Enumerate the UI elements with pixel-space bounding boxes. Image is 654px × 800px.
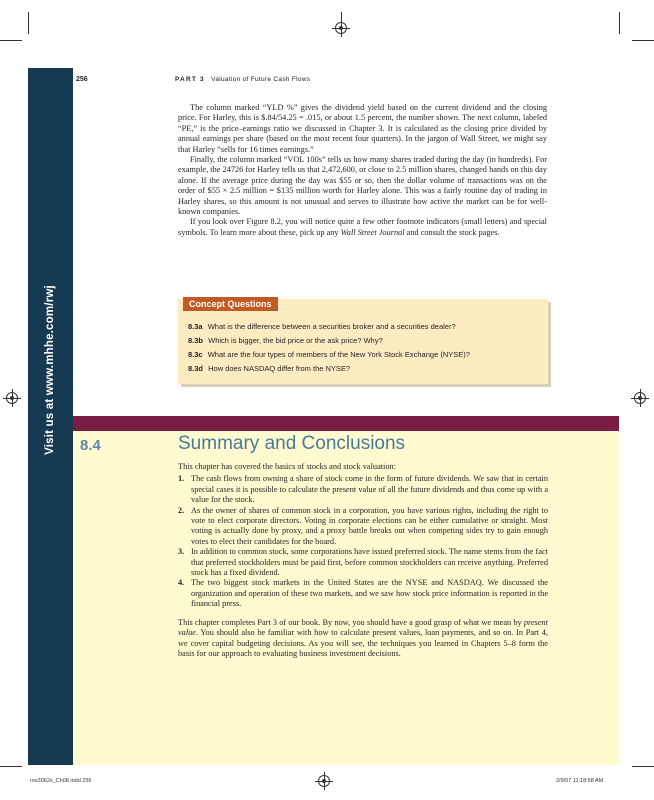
list-item xyxy=(178,506,548,548)
question-text: What are the four types of members of the New York Stock Exchange (NYSE)? xyxy=(207,350,470,359)
print-timestamp: 2/9/07 11:18:58 AM xyxy=(556,778,604,784)
concept-question xyxy=(188,336,383,345)
running-header xyxy=(175,76,310,83)
summary-closing xyxy=(178,618,548,660)
concept-question xyxy=(188,364,350,373)
summary-intro: This chapter has covered the basics of stocks and stock valuation: xyxy=(178,462,396,471)
registration-mark-icon xyxy=(6,392,18,404)
section-number: 8.4 xyxy=(80,437,101,454)
paragraph: Finally, the column marked “VOL 100s” tells us how many shares traded during the day (in hundreds). For example, the 24726 for Harley tells us that 2,472,600, or close to 2.5 million shares, changed hands on this day alone. If the average price during the day was $55 or so, then the dollar volume of transactions was on the order of $55 × 2.5 million = $135 million worth for Harley alone. This was a fairly routine day of trading in Harley shares, so this amount is not unusual and serves to illustrate how active the market can be for well-known companies. xyxy=(178,155,547,217)
crop-mark xyxy=(0,766,22,767)
file-slug: ros3062x_Ch08.indd 256 xyxy=(30,778,92,784)
paragraph: The column marked “YLD %” gives the dividend yield based on the current dividend and the closing price. For Harley, this is $.84/54.25 = .015, or about 1.5 percent, the number shown. The next column, labeled “PE,” is the price–earnings ratio we discussed in Chapter 3. It is calculated as the closing price divided by annual earnings per share (based on the most recent four quarters). In the jargon of Wall Street, we might say that Harley “sells for 16 times earnings.” xyxy=(178,103,547,154)
crop-mark xyxy=(632,766,654,767)
text-run: and consult the stock pages. xyxy=(404,227,500,237)
crop-mark xyxy=(619,12,620,34)
concept-question xyxy=(188,350,470,359)
summary-text xyxy=(178,462,548,659)
paragraph xyxy=(178,217,547,238)
crop-mark xyxy=(0,40,22,41)
registration-mark-icon xyxy=(634,392,646,404)
registration-mark-icon xyxy=(335,22,347,34)
text-run: This chapter completes Part 3 of our book. By now, you should have a good grasp of what we mean by xyxy=(178,617,524,627)
body-text xyxy=(178,103,547,238)
list-item xyxy=(178,474,548,505)
part-title: Valuation of Future Cash Flows xyxy=(211,76,311,83)
list-text: In addition to common stock, some corporations have issued preferred stock. The name stems from the fact that preferred stockholders must be paid first, before common stockholders can receive anything. Preferred stock has a fixed dividend. xyxy=(191,547,548,578)
journal-title: Wall Street Journal xyxy=(340,227,405,237)
question-text: What is the difference between a securities broker and a securities dealer? xyxy=(207,322,456,331)
page-number: 256 xyxy=(76,76,88,83)
section-divider-bar xyxy=(73,416,619,431)
question-text: How does NASDAQ differ from the NYSE? xyxy=(208,364,351,373)
question-number: 8.3d xyxy=(188,364,204,373)
text-run: . You should also be familiar with how to calculate present values, loan payments, and so on. In Part 4, we cover capital budgeting decisions. As you will see, the techniques you learned in Chapters 5–8 form the basis for our approach to evaluating business investment decisions. xyxy=(178,628,548,658)
list-item xyxy=(178,547,548,578)
sidebar-url-text: Visit us at www.mhhe.com/rwj xyxy=(44,285,56,455)
crop-mark xyxy=(632,40,654,41)
section-title: Summary and Conclusions xyxy=(178,433,406,454)
list-text: The two biggest stock markets in the United States are the NYSE and NASDAQ. We discussed the organization and operation of these two markets, and we saw how stock price information is reported in the financial press. xyxy=(191,578,548,609)
text-run: If you look over Figure 8.2, you will notice quite a few other footnote indicators (small letters) and special symbols. To learn more about these, pick up any xyxy=(178,217,547,237)
list-number: 3. xyxy=(178,547,185,557)
part-label: PART 3 xyxy=(175,76,205,83)
list-text: As the owner of shares of common stock in a corporation, you have various rights, including the right to vote to elect corporate directors. Voting in corporate elections can be either cumulative or straight. Most voting is actually done by proxy, and a proxy battle breaks out when competing sides try to gain enough votes to elect their candidates for the board. xyxy=(191,505,548,546)
question-number: 8.3b xyxy=(188,336,204,345)
list-number: 1. xyxy=(178,474,185,484)
concept-questions-box xyxy=(178,299,548,384)
emphasis: present value xyxy=(178,617,548,638)
concept-question xyxy=(188,322,456,331)
list-item xyxy=(178,578,548,609)
list-number: 2. xyxy=(178,505,185,515)
concept-questions-title: Concept Questions xyxy=(183,297,278,311)
list-text: The cash flows from owning a share of stock come in the form of future dividends. We saw that in certain special cases it is possible to calculate the present value of all the future dividends and thus come up with a value for the stock. xyxy=(191,474,548,505)
list-number: 4. xyxy=(178,578,185,588)
question-number: 8.3a xyxy=(188,322,203,331)
crop-mark xyxy=(28,12,29,34)
registration-mark-icon xyxy=(318,775,330,787)
question-text: Which is bigger, the bid price or the ask price? Why? xyxy=(208,336,383,345)
question-number: 8.3c xyxy=(188,350,203,359)
